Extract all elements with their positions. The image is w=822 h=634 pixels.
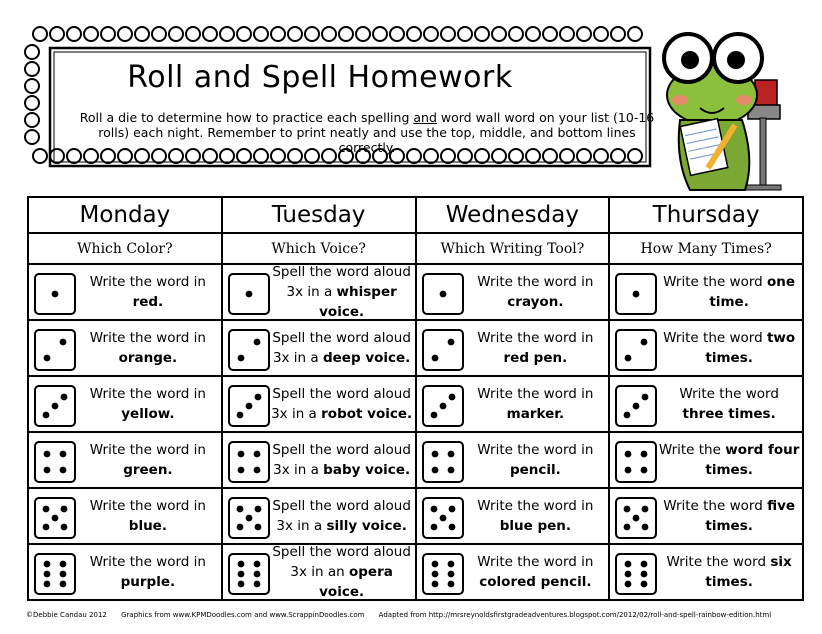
table-row <box>28 320 803 376</box>
task-text: Spell the word aloud 3x in a deep voice. <box>272 330 411 366</box>
day-header: Monday <box>28 197 222 233</box>
category-header: Which Color? <box>28 233 222 264</box>
task-text: Write the word in orange. <box>89 330 206 366</box>
day-header: Wednesday <box>416 197 610 233</box>
category-header: How Many Times? <box>609 233 803 264</box>
category-header: Which Voice? <box>222 233 416 264</box>
die-1-icon <box>34 273 76 315</box>
die-2-icon <box>228 329 270 371</box>
footer-credits <box>26 611 806 619</box>
grid-cell <box>222 376 416 432</box>
table-row <box>28 544 803 600</box>
task-text: Write the word in marker. <box>477 386 594 422</box>
task-text: Write the word four times. <box>658 442 800 478</box>
grid-cell <box>416 376 610 432</box>
grid-cell <box>222 488 416 544</box>
grid-cell <box>416 544 610 600</box>
frog-illustration <box>650 10 790 195</box>
task-text: Write the word in green. <box>89 442 206 478</box>
grid-cell <box>416 432 610 488</box>
grid-cell <box>609 488 803 544</box>
die-4-icon <box>34 441 76 483</box>
task-text: Write the word six times. <box>666 554 792 590</box>
task-text: Write the word one time. <box>663 274 796 310</box>
table-row <box>28 488 803 544</box>
task-text: Write the word in blue pen. <box>477 498 594 534</box>
task-text: Write the word five times. <box>663 498 796 534</box>
task-text: Write the word in yellow. <box>89 386 206 422</box>
die-1-icon <box>228 273 270 315</box>
die-5-icon <box>34 497 76 539</box>
table-row <box>28 264 803 320</box>
table-row <box>28 376 803 432</box>
grid-cell <box>609 544 803 600</box>
die-2-icon <box>34 329 76 371</box>
grid-cell <box>609 376 803 432</box>
grid-cell <box>222 432 416 488</box>
grid-cell <box>28 488 222 544</box>
grid-cell <box>28 264 222 320</box>
grid-cell <box>28 320 222 376</box>
grid-cell <box>609 264 803 320</box>
task-text: Write the word in blue. <box>89 498 206 534</box>
copyright-text: ©Debbie Candau 2012 <box>26 611 107 619</box>
task-text: Spell the word aloud 3x in a whisper voice. <box>272 264 411 320</box>
task-text: Write the word two times. <box>663 330 796 366</box>
grid-cell <box>222 320 416 376</box>
grid-cell <box>28 544 222 600</box>
die-3-icon <box>422 385 464 427</box>
task-text: Spell the word aloud 3x in a silly voice. <box>272 498 411 534</box>
die-3-icon <box>228 385 270 427</box>
grid-cell <box>28 432 222 488</box>
task-text: Spell the word aloud 3x in an opera voice. <box>272 544 411 600</box>
task-text: Write the word in purple. <box>89 554 206 590</box>
grid-cell <box>416 320 610 376</box>
die-5-icon <box>422 497 464 539</box>
task-text: Write the word in colored pencil. <box>477 554 594 590</box>
homework-grid <box>27 196 804 601</box>
task-text: Spell the word aloud 3x in a baby voice. <box>272 442 411 478</box>
grid-cell <box>609 320 803 376</box>
task-text: Write the word in pencil. <box>477 442 594 478</box>
die-1-icon <box>615 273 657 315</box>
day-header: Thursday <box>609 197 803 233</box>
die-4-icon <box>422 441 464 483</box>
page-title: Roll and Spell Homework <box>127 60 513 95</box>
die-4-icon <box>615 441 657 483</box>
die-6-icon <box>34 553 76 595</box>
die-2-icon <box>615 329 657 371</box>
grid-cell <box>416 264 610 320</box>
table-row <box>28 432 803 488</box>
die-3-icon <box>34 385 76 427</box>
die-1-icon <box>422 273 464 315</box>
grid-cell <box>609 432 803 488</box>
category-header: Which Writing Tool? <box>416 233 610 264</box>
graphics-credit: Graphics from www.KPMDoodles.com and www.ScrappinDoodles.com <box>121 611 365 619</box>
task-text: Write the word three times. <box>679 386 779 422</box>
grid-cell <box>222 264 416 320</box>
adapted-credit: Adapted from http://mrsreynoldsfirstgradeadventures.blogspot.com/2012/02/roll-and-spell-rainbow-edition.html <box>378 611 772 619</box>
grid-cell <box>28 376 222 432</box>
task-text: Write the word in crayon. <box>477 274 594 310</box>
die-6-icon <box>422 553 464 595</box>
die-5-icon <box>228 497 270 539</box>
die-3-icon <box>615 385 657 427</box>
task-text: Write the word in red. <box>89 274 206 310</box>
grid-cell <box>416 488 610 544</box>
die-2-icon <box>422 329 464 371</box>
task-text: Spell the word aloud 3x in a robot voice. <box>271 386 413 422</box>
die-5-icon <box>615 497 657 539</box>
task-text: Write the word in red pen. <box>477 330 594 366</box>
instructions-text: Roll a die to determine how to practice each spelling and word wall word on your list (10-16 rolls) each night. Remember to print neatly and use the top, middle, and bottom lines correctly. <box>79 110 655 155</box>
die-6-icon <box>228 553 270 595</box>
grid-cell <box>222 544 416 600</box>
die-6-icon <box>615 553 657 595</box>
die-4-icon <box>228 441 270 483</box>
day-header: Tuesday <box>222 197 416 233</box>
